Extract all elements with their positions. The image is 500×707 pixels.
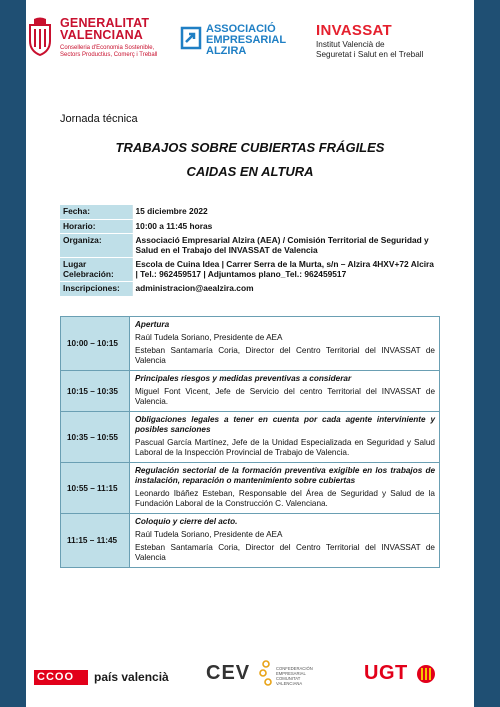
- agenda-table: [60, 316, 440, 568]
- agenda-speaker: Pascual García Martínez, Jefe de la Unidad Especializada en Seguridad y Salud Laboral de la Inspección Provincial de Trabajo de Valencia.: [135, 438, 435, 457]
- agenda-speaker: Raúl Tudela Soriano, Presidente de AEA: [135, 333, 283, 342]
- agenda-time: 10:15 – 10:35: [61, 371, 130, 412]
- info-label: Organiza:: [60, 234, 132, 258]
- event-title: [26, 136, 474, 184]
- generalitat-shield-icon: [26, 17, 54, 57]
- aea-logo: [180, 22, 290, 60]
- generalitat-name: [60, 17, 149, 41]
- ccoo-mark: CCOO: [34, 670, 88, 685]
- aea-arrow-icon: [180, 26, 202, 50]
- agenda-row: [61, 514, 440, 568]
- agenda-time: 11:15 – 11:45: [61, 514, 130, 568]
- info-row-schedule: [60, 219, 440, 234]
- agenda-topic: Principales riesgos y medidas preventivas a considerar: [135, 374, 352, 383]
- agenda-row: [61, 371, 440, 412]
- info-label: Fecha:: [60, 205, 132, 219]
- agenda-description: [130, 317, 440, 371]
- generalitat-name-line2: VALENCIANA: [60, 28, 144, 42]
- invassat-subtitle: [316, 40, 423, 59]
- info-label: Lugar Celebración:: [60, 258, 132, 282]
- aea-line3: ALZIRA: [206, 45, 247, 57]
- ccoo-logo: [34, 670, 179, 686]
- agenda-description: [130, 371, 440, 412]
- aea-line2: EMPRESARIAL: [206, 34, 287, 46]
- agenda-time: 10:35 – 10:55: [61, 412, 130, 463]
- agenda-row: [61, 463, 440, 514]
- agenda-description: [130, 412, 440, 463]
- generalitat-logo: [26, 15, 166, 75]
- invassat-sub-line2: Seguretat i Salut en el Treball: [316, 49, 424, 59]
- generalitat-name-line1: GENERALITAT: [60, 16, 150, 30]
- invassat-logo: [316, 22, 466, 66]
- agenda-description: [130, 463, 440, 514]
- agenda-speaker: Esteban Santamaría Coria, Director del Centro Territorial del INVASSAT de Valencia: [135, 543, 435, 562]
- agenda-time: 10:55 – 11:15: [61, 463, 130, 514]
- agenda-speaker: Esteban Santamaría Coria, Director del Centro Territorial del INVASSAT de Valencia: [135, 346, 435, 365]
- ccoo-region: país valencià: [94, 670, 169, 684]
- info-value: 10:00 a 11:45 horas: [132, 219, 440, 234]
- cev-dots-icon: [258, 660, 274, 690]
- agenda-time: 10:00 – 10:15: [61, 317, 130, 371]
- info-row-date: [60, 205, 440, 219]
- agenda-description: [130, 514, 440, 568]
- agenda-topic: Regulación sectorial de la formación preventiva exigible en los trabajos de instalación, reparación o mantenimiento sobre cubiertas: [135, 466, 435, 485]
- agenda-topic: Coloquio y cierre del acto.: [135, 517, 238, 526]
- invassat-sub-line1: Institut Valencià de: [316, 40, 385, 49]
- aea-line1: ASSOCIACIÓ: [206, 23, 276, 35]
- info-label: Inscripciones:: [60, 282, 132, 297]
- event-title-line1: TRABAJOS SOBRE CUBIERTAS FRÁGILES: [115, 140, 385, 155]
- cev-name: CEV: [206, 662, 251, 684]
- agenda-row: [61, 317, 440, 371]
- info-row-venue: [60, 258, 440, 282]
- info-value: Escola de Cuina Idea | Carrer Serra de la Murta, s/n – Alzira 4HXV+72 Alcira | Tel.: 962459517 | Adjuntamos plano_Tel.: 962459517: [132, 258, 440, 282]
- info-row-registration: [60, 282, 440, 297]
- info-value: Associació Empresarial Alzira (AEA) / Comisión Territorial de Seguridad y Salud en el Trabajo del INVASSAT de Valencia: [132, 234, 440, 258]
- agenda-speaker: Raúl Tudela Soriano, Presidente de AEA: [135, 530, 283, 539]
- agenda-topic: Apertura: [135, 320, 170, 329]
- cev-logo: [206, 658, 326, 692]
- info-value: 15 diciembre 2022: [132, 205, 440, 219]
- info-label: Horario:: [60, 219, 132, 234]
- invassat-name: INVASSAT: [316, 22, 393, 39]
- info-row-organizer: [60, 234, 440, 258]
- event-type: Jornada técnica: [60, 113, 138, 125]
- ugt-name: UGT: [364, 662, 408, 684]
- agenda-speaker: Miguel Font Vicent, Jefe de Servicio del centro Territorial del INVASSAT de Valencia.: [135, 387, 435, 406]
- agenda-speaker: Leonardo Ibáñez Esteban, Responsable del Área de Seguridad y Salud de la Fundación Laboral de la Construcción C. Valenciana.: [135, 489, 435, 508]
- ugt-flag-icon: [416, 664, 436, 684]
- event-info-table: [60, 205, 440, 297]
- event-title-line2: CAIDAS EN ALTURA: [186, 164, 314, 179]
- registration-email-link[interactable]: administracion@aealzira.com: [132, 282, 440, 297]
- aea-name: [206, 24, 286, 57]
- agenda-row: [61, 412, 440, 463]
- agenda-topic: Obligaciones legales a tener en cuenta por cada agente interviniente y posibles sanciones: [135, 415, 435, 434]
- cev-subtitle: CONFEDERACIÓN EMPRESARIAL COMUNITAT VALENCIANA: [276, 666, 313, 686]
- ugt-logo: [364, 662, 454, 688]
- generalitat-subtitle: Conselleria d'Economia Sostenible, Sectors Productius, Comerç i Treball: [60, 45, 158, 58]
